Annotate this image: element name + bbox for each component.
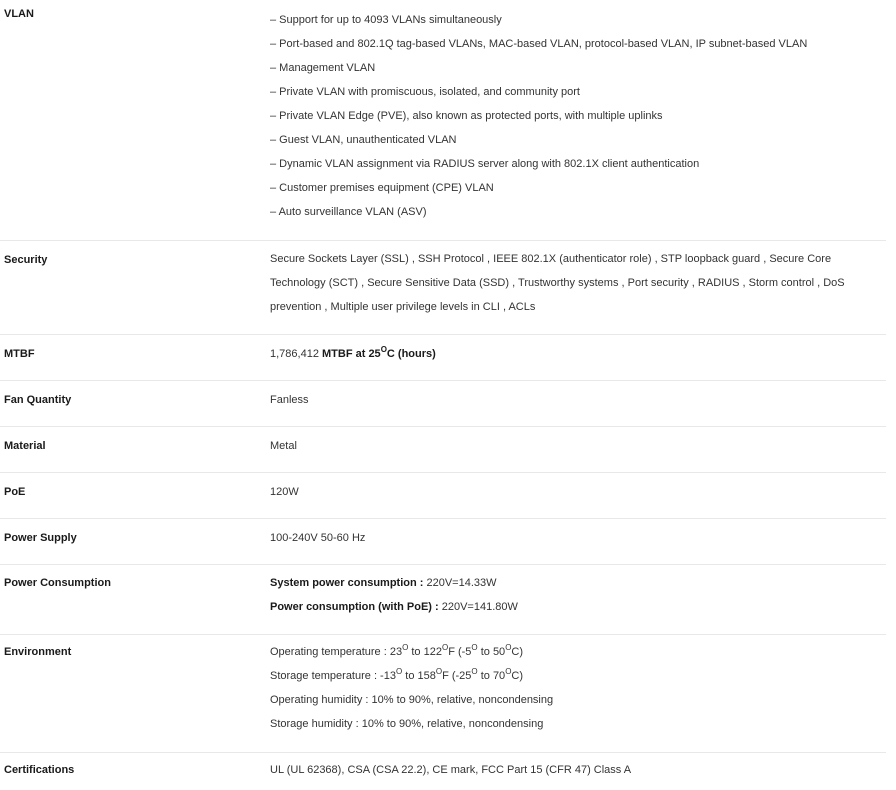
certifications-value: UL (UL 62368), CSA (CSA 22.2), CE mark, FCC Part 15 (CFR 47) Class A: [270, 764, 632, 776]
spec-value: [266, 0, 886, 240]
poe-power-label: Power consumption (with PoE) :: [270, 601, 439, 613]
material-value: Metal: [270, 440, 297, 452]
st-temp-prefix: Storage temperature : -13: [270, 670, 396, 682]
fan-value: Fanless: [270, 394, 309, 406]
spec-label: Power Consumption: [4, 577, 111, 589]
mtbf-unit: C (hours): [386, 348, 436, 360]
spec-row-fan-quantity: [0, 381, 886, 427]
spec-label: Power Supply: [4, 532, 77, 544]
st-temp-part: C): [511, 670, 524, 682]
spec-value: [266, 519, 886, 564]
vlan-item: – Customer premises equipment (CPE) VLAN: [270, 182, 494, 194]
vlan-item: – Private VLAN Edge (PVE), also known as protected ports, with multiple uplinks: [270, 110, 663, 122]
spec-row-power-consumption: [0, 565, 886, 635]
spec-value: [266, 473, 886, 518]
st-temp-part: to 70: [477, 670, 506, 682]
op-temp-prefix: Operating temperature : 23: [270, 646, 403, 658]
vlan-item: – Support for up to 4093 VLANs simultaneously: [270, 14, 502, 26]
vlan-item: – Auto surveillance VLAN (ASV): [270, 206, 427, 218]
vlan-item: – Private VLAN with promiscuous, isolated, and community port: [270, 86, 580, 98]
degree-mark: O: [395, 667, 403, 676]
poe-value: 120W: [270, 486, 299, 498]
mtbf-number: 1,786,412: [270, 348, 319, 360]
operating-humidity: Operating humidity : 10% to 90%, relative, noncondensing: [270, 694, 554, 706]
mtbf-suffix: MTBF at 25: [322, 348, 381, 360]
spec-row-mtbf: [0, 335, 886, 381]
spec-row-security: [0, 241, 886, 335]
spec-row-environment: [0, 635, 886, 753]
spec-value: [266, 381, 886, 426]
spec-row-certifications: [0, 753, 886, 790]
spec-label: Fan Quantity: [4, 394, 72, 406]
degree-mark: O: [402, 643, 409, 652]
spec-label: VLAN: [4, 8, 34, 20]
degree-mark: O: [441, 643, 449, 652]
vlan-item: – Guest VLAN, unauthenticated VLAN: [270, 134, 457, 146]
mtbf-text: [270, 342, 886, 366]
spec-value: [266, 335, 886, 380]
spec-label: Certifications: [4, 764, 75, 776]
degree-mark: O: [505, 643, 512, 652]
vlan-item: – Dynamic VLAN assignment via RADIUS server along with 802.1X client authentication: [270, 158, 700, 170]
security-text: Secure Sockets Layer (SSL) , SSH Protocol , IEEE 802.1X (authenticator role) , STP loopback guard , Secure Core Technology (SCT) , Secure Sensitive Data (SSD) , Trustworthy systems , Port security , RADIUS , Storm control , DoS prevention , Multiple user privilege levels in CLI , ACLs: [270, 253, 845, 313]
spec-label: Material: [4, 440, 46, 452]
spec-value: [266, 427, 886, 472]
spec-row-power-supply: [0, 519, 886, 565]
degree-mark: O: [380, 345, 387, 354]
storage-temperature: [270, 664, 886, 688]
spec-label: PoE: [4, 486, 26, 498]
spec-row-material: [0, 427, 886, 473]
system-power-consumption: [270, 571, 886, 595]
spec-row-vlan: [0, 0, 886, 241]
spec-label: Environment: [4, 646, 72, 658]
spec-value: [266, 753, 886, 790]
degree-mark: O: [471, 643, 478, 652]
spec-value: [266, 635, 886, 752]
spec-label: Security: [4, 254, 48, 266]
op-temp-part: to 50: [477, 646, 506, 658]
vlan-item: – Management VLAN: [270, 62, 376, 74]
system-power-value: 220V=14.33W: [423, 577, 497, 589]
op-temp-part: C): [511, 646, 524, 658]
degree-mark: O: [505, 667, 512, 676]
op-temp-part: F (-5: [448, 646, 472, 658]
storage-humidity: Storage humidity : 10% to 90%, relative, noncondensing: [270, 718, 544, 730]
st-temp-part: F (-25: [442, 670, 472, 682]
system-power-label: System power consumption :: [270, 577, 424, 589]
degree-mark: O: [435, 667, 443, 676]
spec-value: [266, 565, 886, 634]
op-temp-part: to 122: [408, 646, 442, 658]
vlan-item: – Port-based and 802.1Q tag-based VLANs, MAC-based VLAN, protocol-based VLAN, IP subnet-based VLAN: [270, 38, 808, 50]
power-supply-value: 100-240V 50-60 Hz: [270, 532, 366, 544]
st-temp-part: to 158: [402, 670, 436, 682]
spec-label: MTBF: [4, 348, 35, 360]
spec-value: [266, 241, 886, 334]
operating-temperature: [270, 640, 886, 664]
poe-power-value: 220V=141.80W: [438, 601, 518, 613]
spec-row-poe: [0, 473, 886, 519]
degree-mark: O: [471, 667, 478, 676]
poe-power-consumption: [270, 595, 886, 619]
